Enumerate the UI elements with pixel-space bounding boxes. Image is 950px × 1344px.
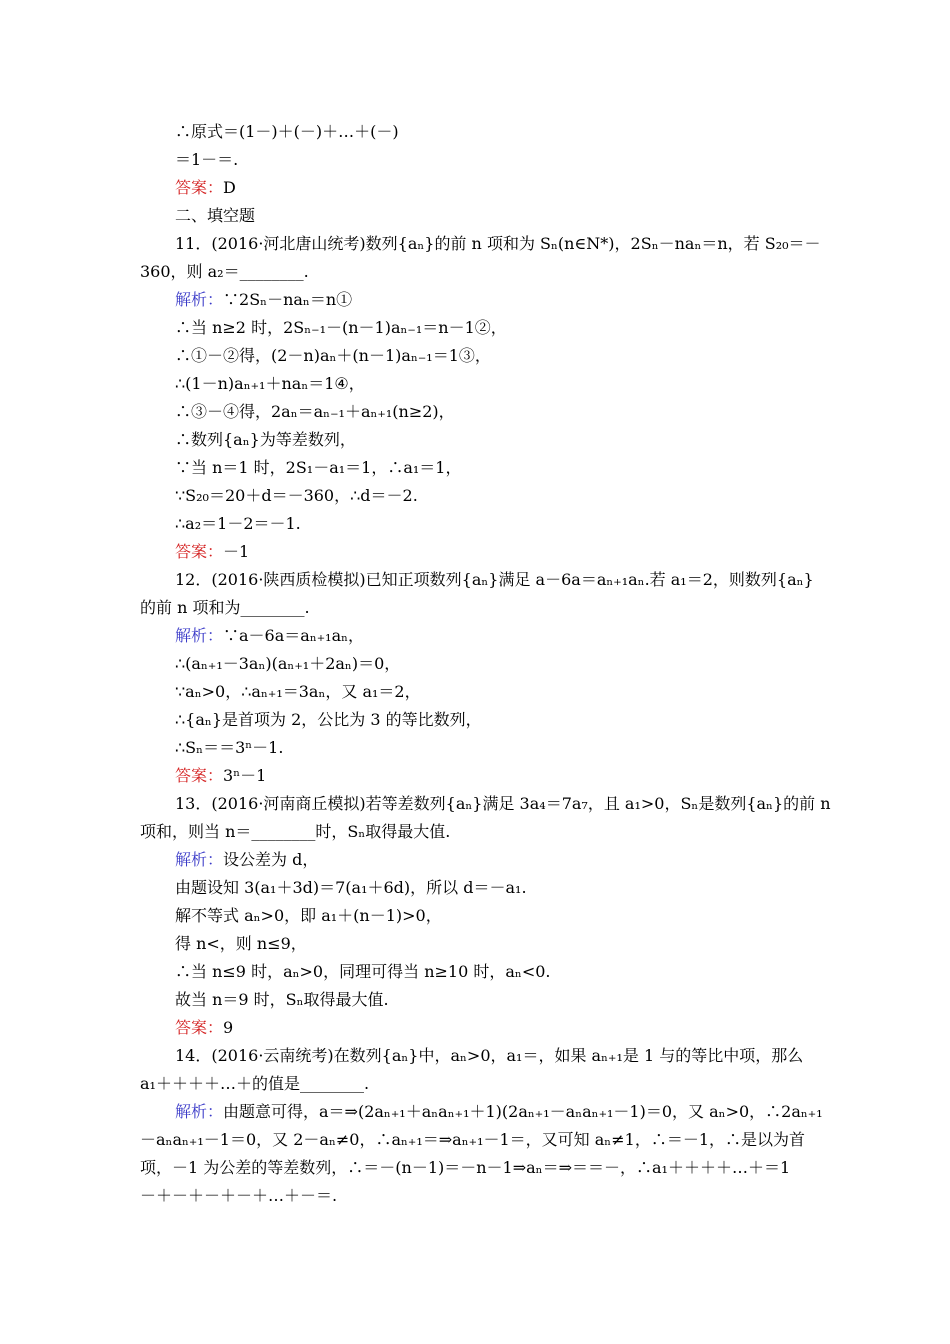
text-line: 的前 n 项和为________. bbox=[140, 598, 310, 617]
question-11: 11．(2016·河北唐山统考)数列{aₙ}的前 n 项和为 Sₙ(n∈N*)，2Sₙ－naₙ＝n，若 S₂₀＝－ bbox=[175, 234, 821, 253]
text-line: ∵aₙ>0，∴aₙ₊₁＝3aₙ，又 a₁＝2， bbox=[175, 682, 421, 701]
text-line: ∴③－④得，2aₙ＝aₙ₋₁＋aₙ₊₁(n≥2)， bbox=[175, 402, 455, 421]
text-line: 得 n<，则 n≤9， bbox=[175, 934, 307, 953]
text-line: ∴数列{aₙ}为等差数列， bbox=[175, 430, 356, 449]
answer-label: 答案： bbox=[175, 766, 224, 785]
text-line: ∴a₂＝1－2＝－1. bbox=[175, 514, 301, 533]
section-heading: 二、填空题 bbox=[175, 206, 256, 225]
text-line: －aₙaₙ₊₁－1＝0，又 2－aₙ≠0，∴aₙ₊₁＝⇒aₙ₊₁－1＝，又可知 aₙ≠1，∴＝－1，∴是以为首 bbox=[140, 1130, 805, 1149]
text-line: ∴原式＝(1－)＋(－)＋…＋(－) bbox=[175, 122, 399, 141]
answer-label: 答案： bbox=[175, 542, 224, 561]
answer-label: 答案： bbox=[175, 1018, 224, 1037]
analysis-label: 解析： bbox=[175, 1102, 224, 1121]
analysis-label: 解析： bbox=[175, 290, 224, 309]
text-line: ∴{aₙ}是首项为 2，公比为 3 的等比数列， bbox=[175, 710, 482, 729]
text-line: ∴Sₙ＝＝3ⁿ－1. bbox=[175, 738, 284, 757]
answer-line: 答案：3ⁿ－1 bbox=[175, 766, 267, 785]
text-line: 项和，则当 n＝________时，Sₙ取得最大值. bbox=[140, 822, 451, 841]
text-line: ∴(1－n)aₙ₊₁＋naₙ＝1④， bbox=[175, 374, 365, 393]
answer-line: 答案：9 bbox=[175, 1018, 234, 1037]
text-line: ＝1－＝. bbox=[175, 150, 239, 169]
text-line: ∵当 n＝1 时，2S₁－a₁＝1，∴a₁＝1， bbox=[175, 458, 462, 477]
text-line: －＋－＋－＋－＋…＋－＝. bbox=[140, 1186, 338, 1205]
answer-line: 答案：－1 bbox=[175, 542, 250, 561]
analysis-line: 解析：由题意可得，a＝⇒(2aₙ₊₁＋aₙaₙ₊₁＋1)(2aₙ₊₁－aₙaₙ₊₁－1)＝0，又 aₙ>0，∴2aₙ₊₁ bbox=[175, 1102, 823, 1121]
text-line: 解不等式 aₙ>0，即 a₁＋(n－1)>0， bbox=[175, 906, 442, 925]
text-line: ∴(aₙ₊₁－3aₙ)(aₙ₊₁＋2aₙ)＝0， bbox=[175, 654, 401, 673]
text-line: 360，则 a₂＝________. bbox=[140, 262, 309, 281]
text-line: 由题设知 3(a₁＋3d)＝7(a₁＋6d)，所以 d＝－a₁. bbox=[175, 878, 527, 897]
analysis-line: 解析：设公差为 d， bbox=[175, 850, 319, 869]
question-13: 13．(2016·河南商丘模拟)若等差数列{aₙ}满足 3a₄＝7a₇，且 a₁>0，Sₙ是数列{aₙ}的前 n bbox=[175, 794, 831, 813]
text-line: ∴当 n≥2 时，2Sₙ₋₁－(n－1)aₙ₋₁＝n－1②， bbox=[175, 318, 507, 337]
text-line: ∴①－②得，(2－n)aₙ＋(n－1)aₙ₋₁＝1③， bbox=[175, 346, 491, 365]
analysis-label: 解析： bbox=[175, 626, 224, 645]
text-line: ∴当 n≤9 时，aₙ>0，同理可得当 n≥10 时，aₙ<0. bbox=[175, 962, 551, 981]
answer-line: 答案：D bbox=[175, 178, 236, 197]
question-12: 12．(2016·陕西质检模拟)已知正项数列{aₙ}满足 a－6a＝aₙ₊₁aₙ.若 a₁＝2，则数列{aₙ} bbox=[175, 570, 814, 589]
analysis-line: 解析：∵2Sₙ－naₙ＝n① bbox=[175, 290, 353, 309]
text-line: a₁＋＋＋＋…＋的值是________. bbox=[140, 1074, 370, 1093]
question-14: 14．(2016·云南统考)在数列{aₙ}中，aₙ>0，a₁＝，如果 aₙ₊₁是 1 与的等比中项，那么 bbox=[175, 1046, 804, 1065]
analysis-line: 解析：∵a－6a＝aₙ₊₁aₙ， bbox=[175, 626, 365, 645]
analysis-label: 解析： bbox=[175, 850, 224, 869]
text-line: ∵S₂₀＝20＋d＝－360，∴d＝－2. bbox=[175, 486, 418, 505]
text-line: 故当 n＝9 时，Sₙ取得最大值. bbox=[175, 990, 389, 1009]
answer-label: 答案： bbox=[175, 178, 224, 197]
text-line: 项，－1 为公差的等差数列，∴＝－(n－1)＝－n－1⇒aₙ＝⇒＝＝－，∴a₁＋＋＋＋…＋＝1 bbox=[140, 1158, 791, 1177]
